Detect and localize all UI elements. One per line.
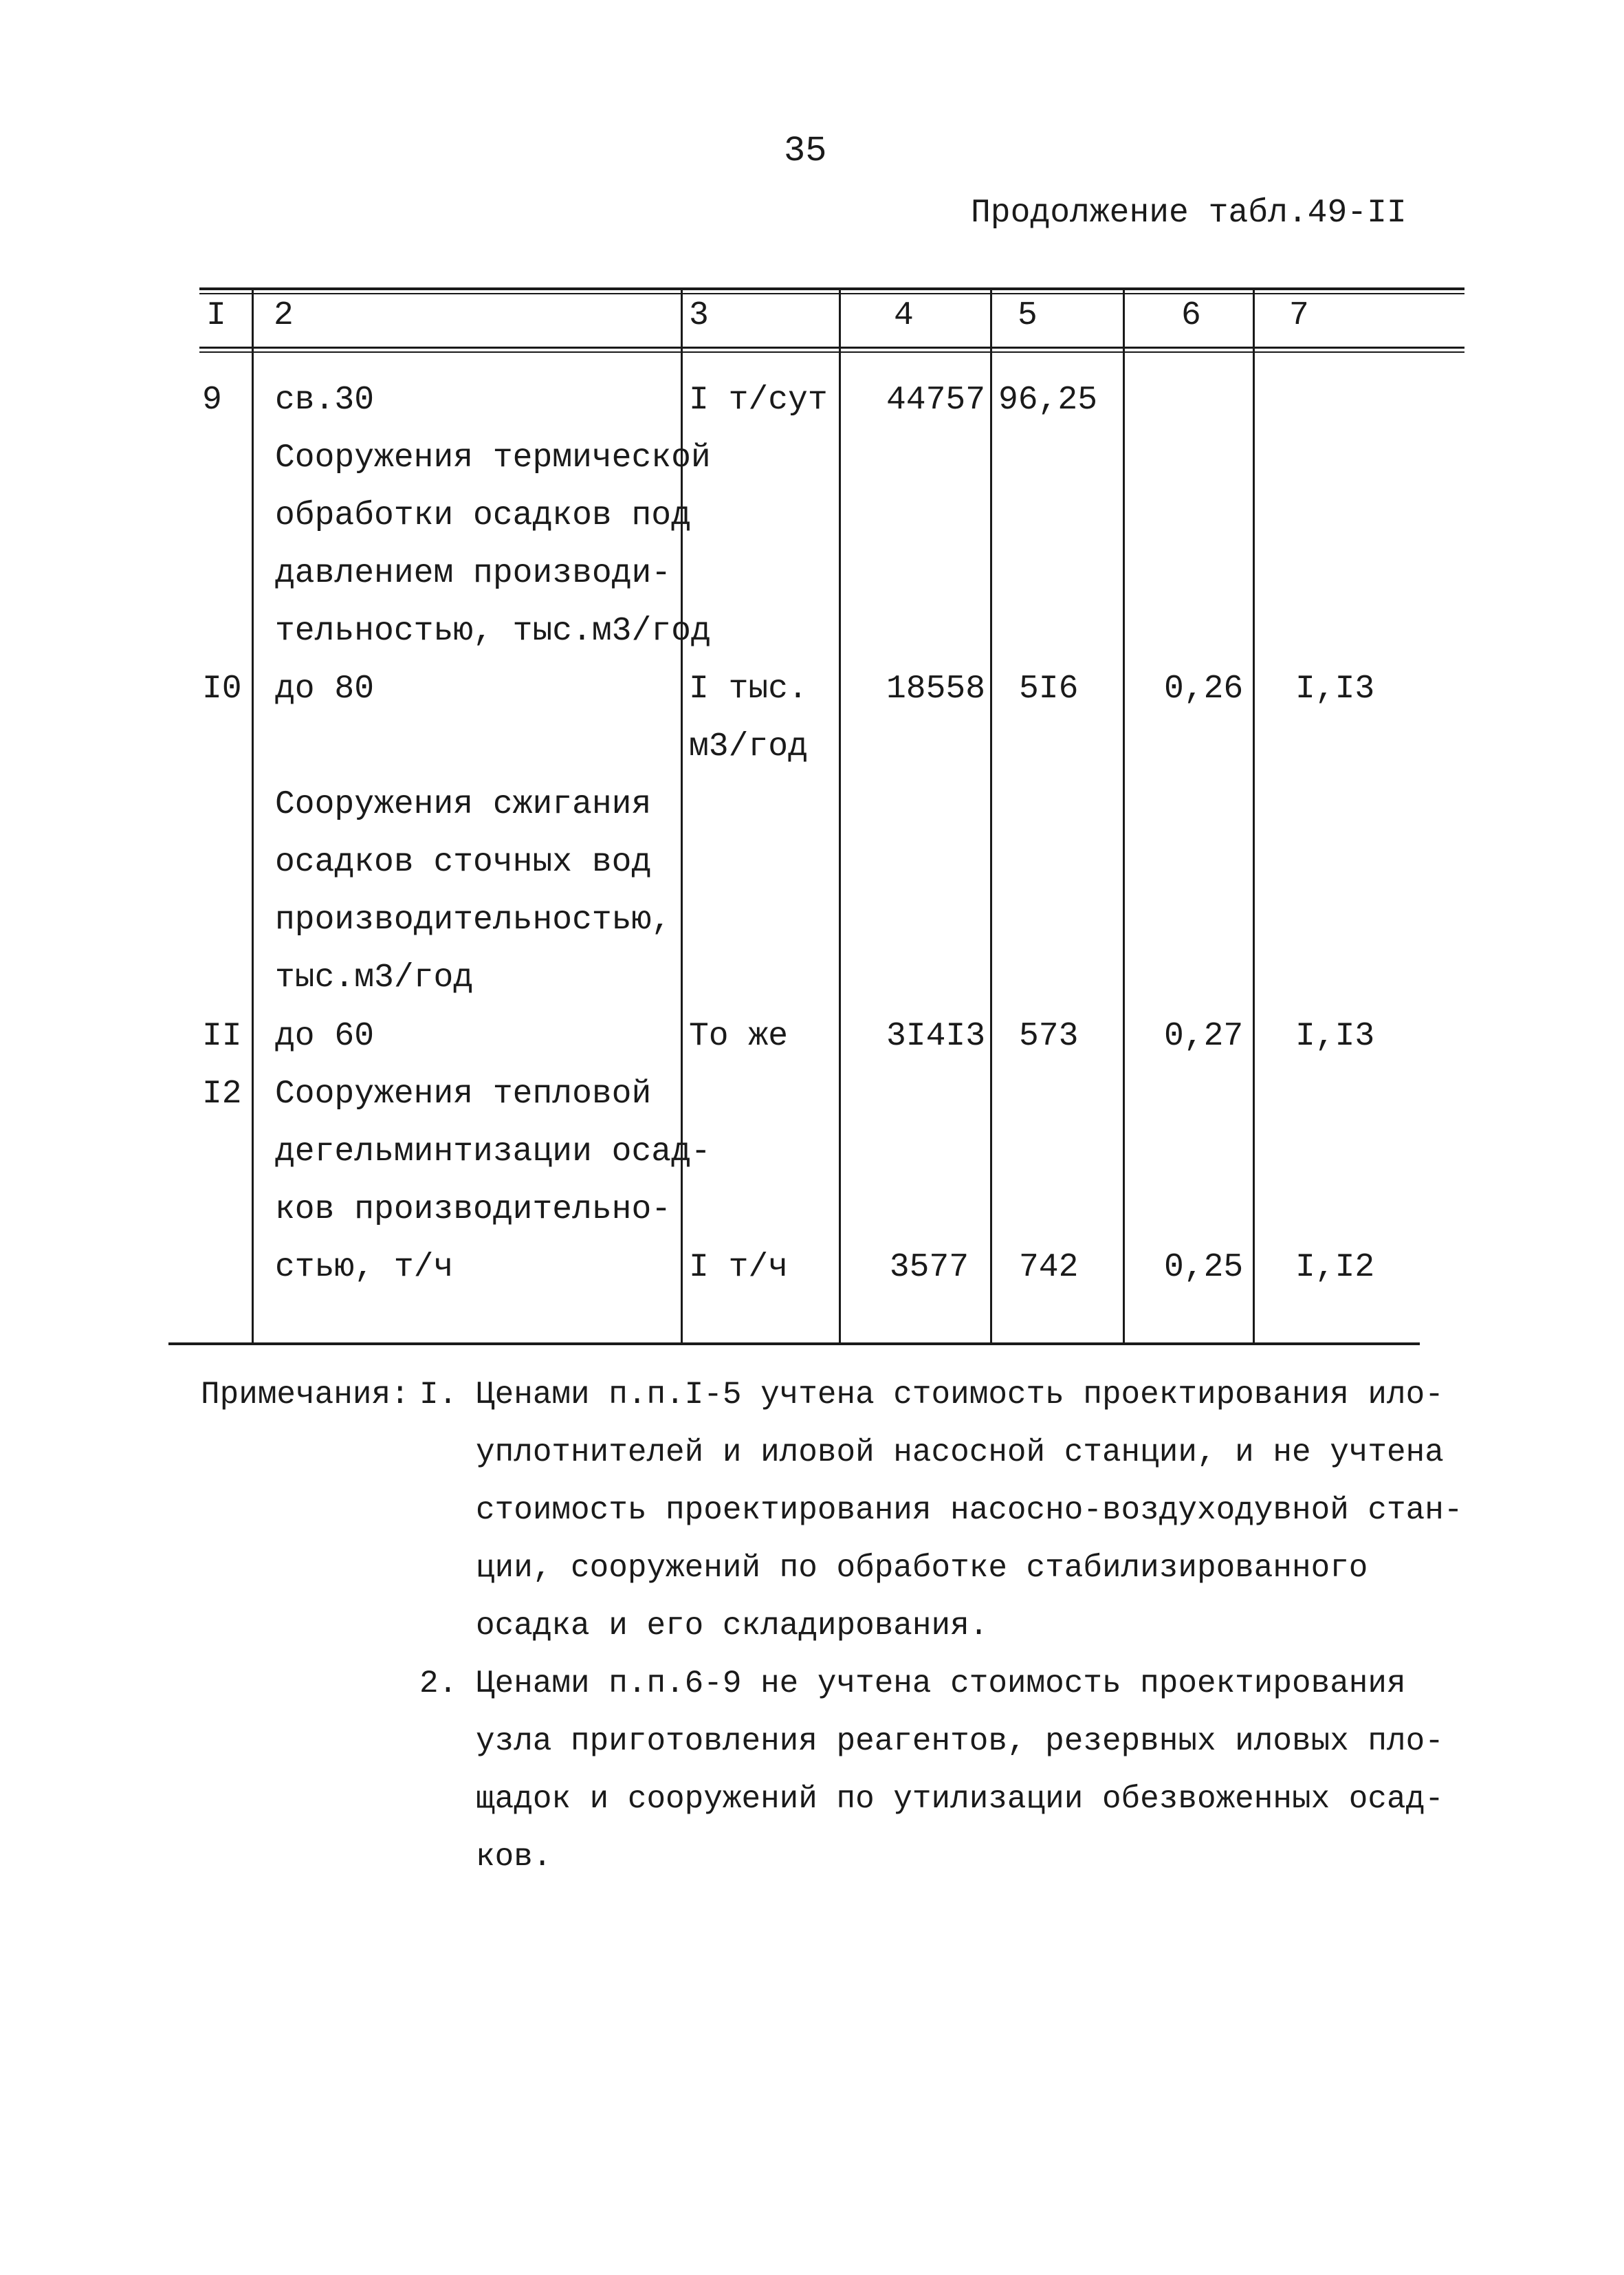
row-description-line: дегельминтизации осад- xyxy=(275,1133,711,1171)
row-col-4: 18558 xyxy=(886,671,985,708)
row-col-7: I,I3 xyxy=(1295,671,1375,708)
column-divider xyxy=(1123,287,1125,1344)
header-col-3: 3 xyxy=(689,297,709,334)
row-col-4: 44757 xyxy=(886,382,985,419)
row-description-line: производительностью, xyxy=(275,902,672,939)
row-unit: То же xyxy=(689,1018,789,1055)
column-divider xyxy=(252,287,254,1344)
header-bottom-rule-2 xyxy=(199,351,1464,353)
row-col-7: I,I2 xyxy=(1295,1249,1375,1286)
row-unit: I т/ч xyxy=(689,1249,789,1286)
row-number: I0 xyxy=(202,671,242,708)
row-col-6: 0,26 xyxy=(1164,671,1244,708)
note-line: ции, сооружений по обработке стабилизированного xyxy=(476,1550,1368,1586)
row-col-5: 5I6 xyxy=(1019,671,1079,708)
row-col-5: 742 xyxy=(1019,1249,1079,1286)
row-number: 9 xyxy=(202,382,222,419)
header-col-2: 2 xyxy=(274,297,294,334)
row-col-4: 3577 xyxy=(889,1249,969,1286)
row-description-line: св.30 xyxy=(275,382,375,419)
row-number: II xyxy=(202,1018,242,1055)
row-col-7: I,I3 xyxy=(1295,1018,1375,1055)
note-line: Ценами п.п.6-9 не учтена стоимость проектирования xyxy=(476,1666,1406,1701)
row-col-4: 3I4I3 xyxy=(886,1018,985,1055)
header-col-5: 5 xyxy=(1018,297,1038,334)
note-marker: 2. xyxy=(419,1666,458,1701)
row-description-line: тыс.м3/год xyxy=(275,959,474,997)
column-divider xyxy=(990,287,992,1344)
column-divider xyxy=(839,287,841,1344)
note-line: стоимость проектирования насосно-воздуходувной стан- xyxy=(476,1492,1463,1528)
row-unit: I тыс. xyxy=(689,671,808,708)
header-col-1: I xyxy=(206,297,226,334)
row-unit: м3/год xyxy=(689,728,808,765)
row-col-6: 0,25 xyxy=(1164,1249,1244,1286)
row-col-6: 0,27 xyxy=(1164,1018,1244,1055)
header-col-7: 7 xyxy=(1289,297,1309,334)
header-col-6: 6 xyxy=(1181,297,1201,334)
row-number: I2 xyxy=(202,1076,242,1113)
row-description-line: стью, т/ч xyxy=(275,1249,454,1286)
table-top-rule-2 xyxy=(199,293,1464,294)
row-description-line: обработки осадков под xyxy=(275,497,691,534)
page-number: 35 xyxy=(784,131,827,171)
row-description-line: тельностью, тыс.м3/год xyxy=(275,613,711,650)
note-line: уплотнителей и иловой насосной станции, и не учтена xyxy=(476,1435,1444,1470)
row-description-line: Сооружения термической xyxy=(275,439,711,477)
column-divider xyxy=(1253,287,1255,1344)
note-marker: I. xyxy=(419,1377,458,1413)
header-col-4: 4 xyxy=(894,297,914,334)
row-description-line: давлением производи- xyxy=(275,555,672,592)
table-continuation-caption: Продолжение табл.49-II xyxy=(971,195,1407,232)
note-line: ков. xyxy=(476,1839,552,1875)
note-line: Ценами п.п.I-5 учтена стоимость проектирования ило- xyxy=(476,1377,1444,1413)
row-description-line: Сооружения тепловой xyxy=(275,1076,652,1113)
table-bottom-rule xyxy=(168,1342,1420,1345)
row-description-line: Сооружения сжигания xyxy=(275,786,652,823)
note-line: осадка и его складирования. xyxy=(476,1608,989,1644)
row-unit: I т/сут xyxy=(689,382,828,419)
row-description-line: до 80 xyxy=(275,671,375,708)
row-description-line: ков производительно- xyxy=(275,1191,672,1228)
row-col-5: 573 xyxy=(1019,1018,1079,1055)
row-col-5: 96,25 xyxy=(998,382,1098,419)
row-description-line: до 60 xyxy=(275,1018,375,1055)
table-top-rule xyxy=(199,287,1464,290)
note-line: узла приготовления реагентов, резервных иловых пло- xyxy=(476,1723,1444,1759)
header-bottom-rule xyxy=(199,347,1464,349)
notes-title: Примечания: xyxy=(201,1377,410,1413)
row-description-line: осадков сточных вод xyxy=(275,844,652,881)
note-line: щадок и сооружений по утилизации обезвоженных осад- xyxy=(476,1781,1444,1817)
